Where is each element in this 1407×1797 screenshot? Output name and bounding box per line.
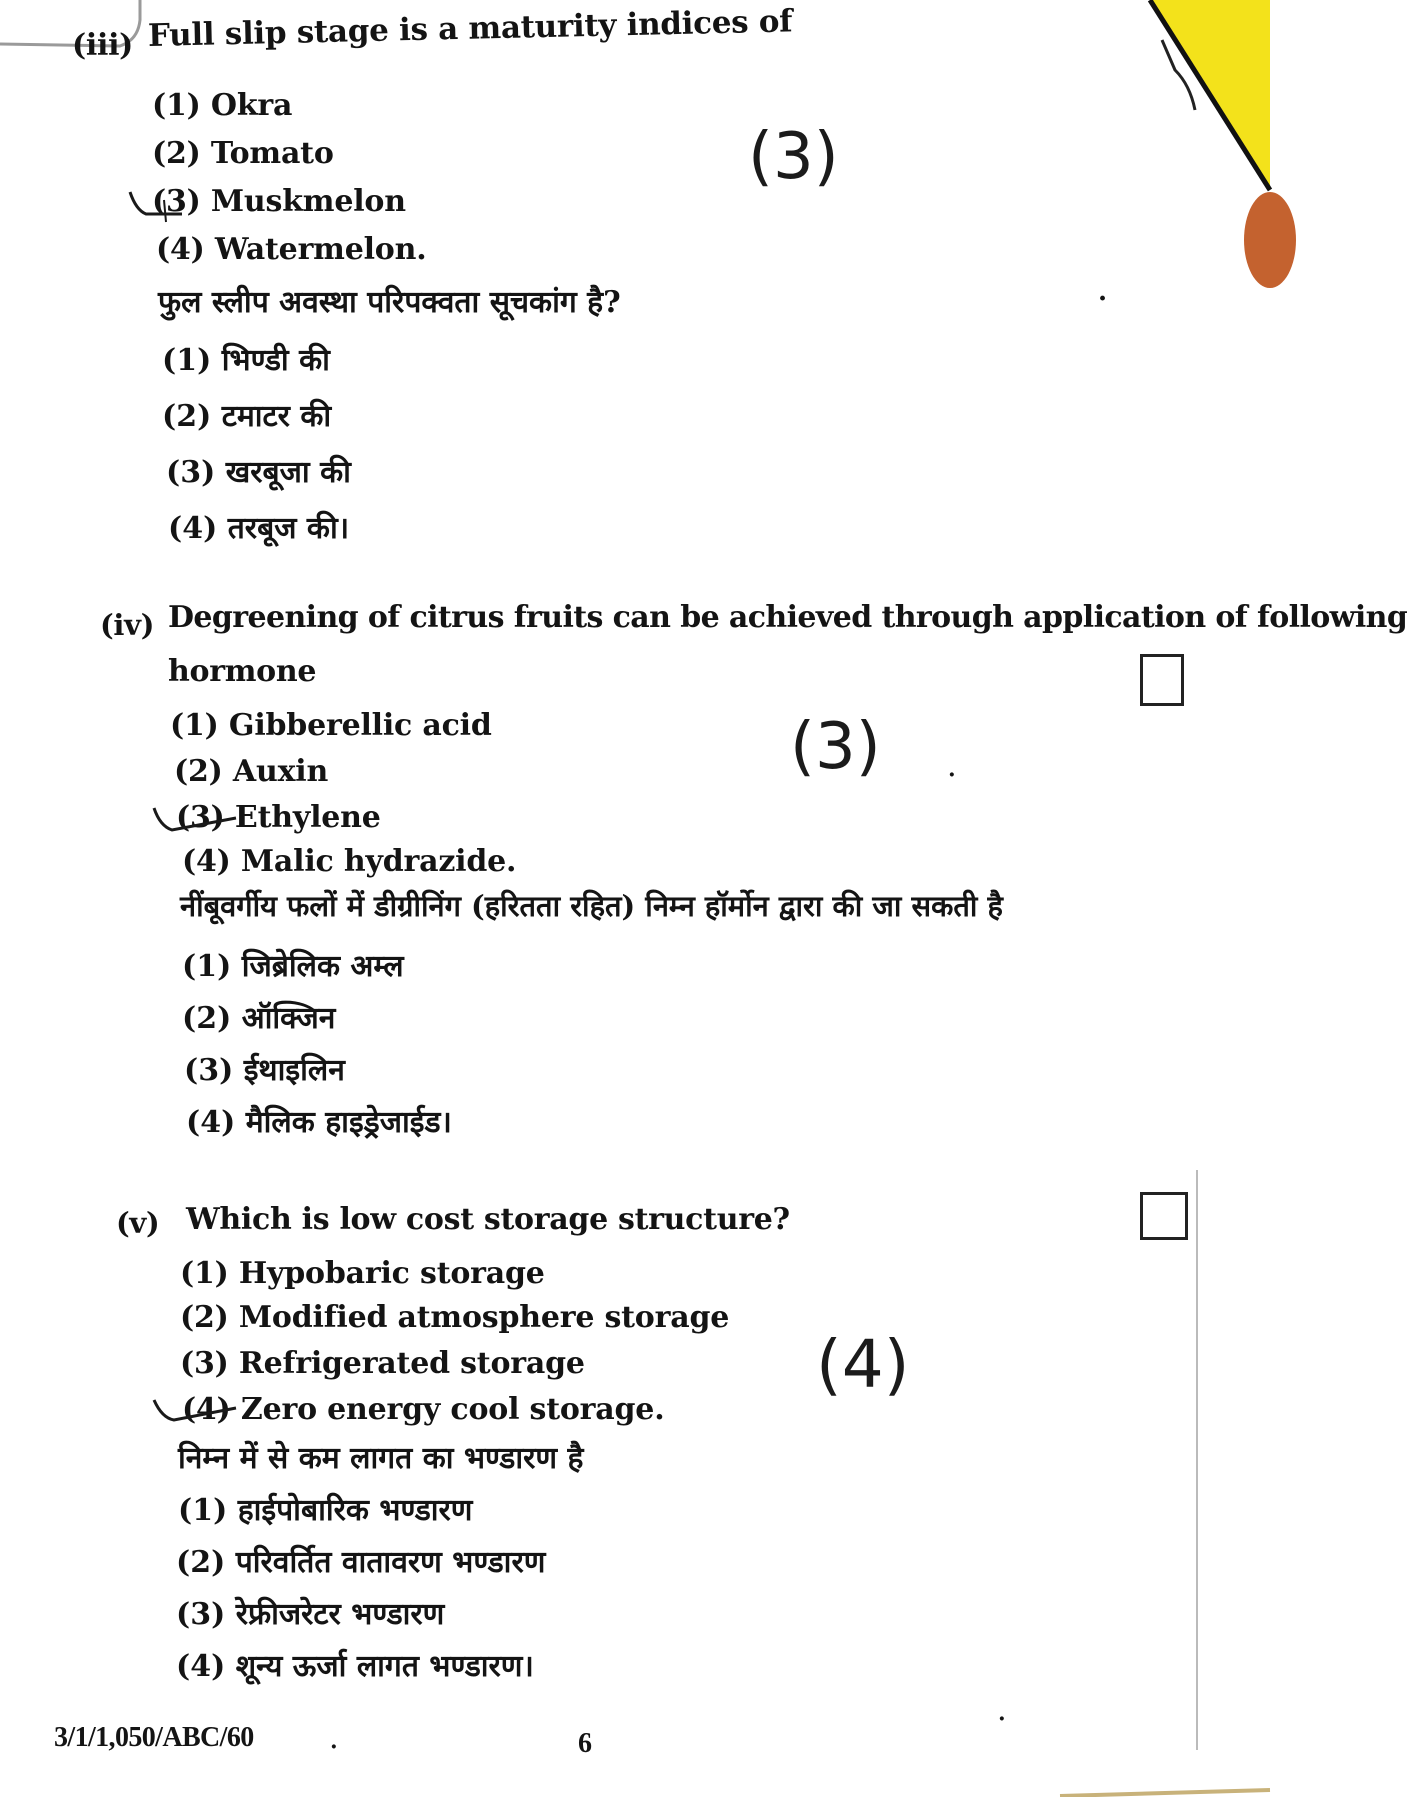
option-en: (4) Zero energy cool storage.	[182, 1392, 665, 1427]
option-hi: (4) शून्य ऊर्जा लागत भण्डारण।	[176, 1649, 534, 1684]
question-text-hi: फुल स्लीप अवस्था परिपक्वता सूचकांग है?	[158, 285, 621, 320]
stray-dot: ·	[1098, 284, 1108, 314]
option-en: (2) Modified atmosphere storage	[180, 1300, 730, 1335]
answer-box	[1140, 654, 1184, 706]
right-margin-line	[1196, 1170, 1198, 1750]
answer-box	[1140, 1192, 1188, 1240]
question-text-hi: नींबूवर्गीय फलों में डीग्रीनिंग (हरितता रहित) निम्न हॉर्मोन द्वारा की जा सकती है	[180, 889, 1003, 923]
option-en: (4) Watermelon.	[156, 232, 427, 267]
option-en: (2) Tomato	[152, 136, 334, 171]
option-hi: (3) रेफ्रीजरेटर भण्डारण	[176, 1597, 445, 1632]
stray-dot: ·	[330, 1734, 338, 1760]
question-text-en: Which is low cost storage structure?	[186, 1202, 790, 1237]
page-bottom-edge	[1060, 1760, 1270, 1797]
option-hi: (2) ऑक्जिन	[182, 1001, 336, 1036]
handwritten-answer: (3)	[790, 710, 881, 784]
option-en: (1) Okra	[152, 88, 293, 123]
page-number: 6	[578, 1728, 592, 1759]
tick-mark	[150, 1392, 240, 1428]
question-number: (iii)	[72, 28, 134, 63]
option-en: (1) Hypobaric storage	[180, 1256, 545, 1291]
option-hi: (3) ईथाइलिन	[184, 1053, 345, 1088]
question-number: (v)	[116, 1206, 160, 1240]
option-en: (3) Ethylene	[176, 800, 381, 835]
stray-dot: ·	[948, 762, 956, 788]
question-text-hi: निम्न में से कम लागत का भण्डारण है	[178, 1441, 584, 1476]
question-text-en: Degreening of citrus fruits can be achieved through application of following	[168, 600, 1407, 635]
handwritten-answer: (4)	[816, 1326, 910, 1403]
corner-decoration	[1120, 0, 1270, 300]
option-en: (4) Malic hydrazide.	[182, 844, 517, 879]
option-en: (3) Refrigerated storage	[180, 1346, 585, 1381]
option-hi: (2) टमाटर की	[162, 399, 332, 434]
option-hi: (1) भिण्डी की	[162, 343, 330, 378]
option-hi: (4) तरबूज की।	[168, 511, 350, 546]
option-en: (1) Gibberellic acid	[170, 708, 492, 743]
option-hi: (4) मैलिक हाइड्रेजाईड।	[186, 1105, 452, 1140]
option-hi: (2) परिवर्तित वातावरण भण्डारण	[176, 1545, 546, 1580]
question-text-en: Full slip stage is a maturity indices of	[147, 3, 793, 54]
question-text-en-cont: hormone	[168, 654, 317, 689]
handwritten-answer: (3)	[748, 120, 839, 194]
paper-code: 3/1/1,050/ABC/60	[54, 1722, 254, 1753]
option-hi: (1) हाईपोबारिक भण्डारण	[178, 1493, 473, 1528]
option-hi: (3) खरबूजा की	[166, 455, 351, 490]
option-en: (2) Auxin	[174, 754, 329, 789]
tick-mark	[126, 186, 186, 226]
option-en: (3) Muskmelon	[152, 184, 406, 219]
option-hi: (1) जिब्रेलिक अम्ल	[182, 949, 404, 984]
tick-mark	[150, 804, 240, 840]
question-number: (iv)	[100, 608, 155, 642]
stray-dot: ·	[998, 1706, 1006, 1732]
